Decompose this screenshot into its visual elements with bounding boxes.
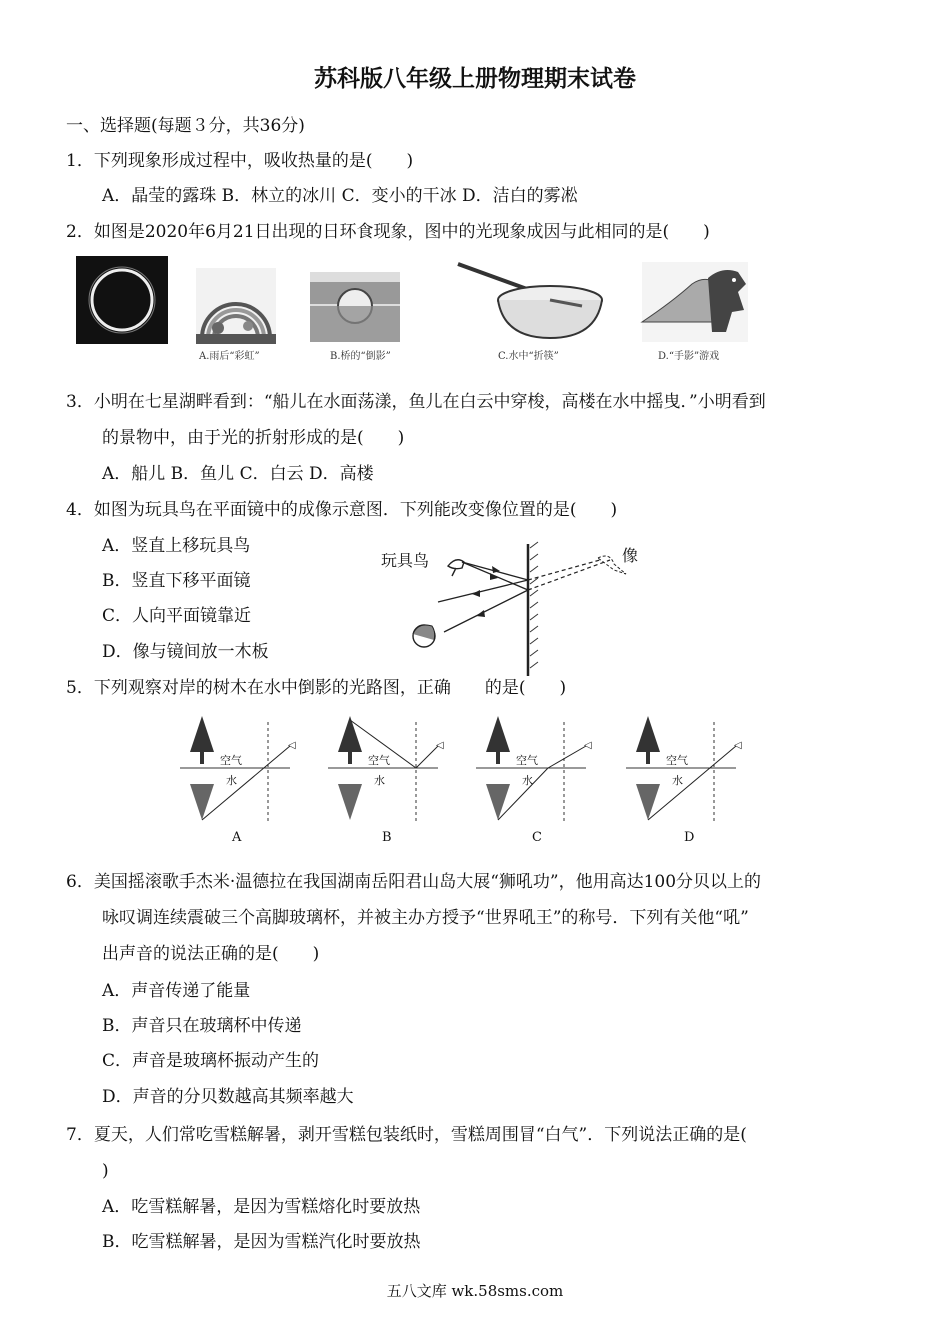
- svg-text:◁: ◁: [436, 740, 444, 751]
- option-letter-b: B: [382, 830, 392, 845]
- bowl-chopstick-picture: [454, 260, 604, 342]
- figure-label-image: 像: [622, 546, 639, 565]
- q7-stem-line2: ): [102, 1161, 109, 1181]
- q6-stem-line3: 出声音的说法正确的是( ): [102, 944, 320, 964]
- figure-label-bird: 玩具鸟: [381, 551, 430, 570]
- q4-stem: 4．如图为玩具鸟在平面镜中的成像示意图．下列能改变像位置的是( ): [66, 500, 618, 520]
- light-path-diagram-b: [328, 712, 468, 828]
- q4-option-c: C．人向平面镜靠近: [102, 606, 252, 626]
- footer-watermark: 五八文库 wk.58sms.com: [386, 1282, 564, 1300]
- mirror-diagram: [400, 540, 640, 680]
- water-label-a: 水: [226, 774, 237, 787]
- q6-option-a: A．声音传递了能量: [102, 981, 251, 1001]
- rainbow-picture: [196, 268, 276, 344]
- option-letter-d: D: [684, 830, 695, 845]
- eclipse-photo: [76, 256, 168, 344]
- q5-stem: 5．下列观察对岸的树木在水中倒影的光路图，正确 的是( ): [66, 678, 567, 698]
- eclipse-ring-icon: [76, 256, 168, 344]
- air-label-b: 空气: [368, 754, 390, 767]
- q7-option-a: A．吃雪糕解暑，是因为雪糕熔化时要放热: [102, 1197, 421, 1217]
- q1-stem: 1．下列现象形成过程中，吸收热量的是( ): [66, 151, 414, 171]
- q6-stem-line2: 咏叹调连续震破三个高脚玻璃杯，并被主办方授予“世界吼王”的称号．下列有关他“吼”: [102, 908, 749, 928]
- light-path-diagram-d: [626, 712, 766, 828]
- water-label-d: 水: [672, 774, 683, 787]
- caption-c: C.水中“折筷”: [498, 351, 559, 362]
- q2-stem: 2．如图是2020年6月21日出现的日环食现象，图中的光现象成因与此相同的是( ): [66, 222, 710, 242]
- hand-shadow-picture: [642, 262, 748, 342]
- option-letter-a: A: [232, 830, 242, 845]
- water-label-c: 水: [522, 774, 533, 787]
- caption-a: A.雨后“彩虹”: [199, 351, 260, 362]
- air-label-d: 空气: [666, 754, 688, 767]
- caption-b: B.桥的“倒影”: [330, 351, 391, 362]
- q6-option-d: D．声音的分贝数越高其频率越大: [102, 1087, 354, 1107]
- q6-option-c: C．声音是玻璃杯振动产生的: [102, 1051, 320, 1071]
- water-label-b: 水: [374, 774, 385, 787]
- q4-option-b: B．竖直下移平面镜: [102, 571, 251, 591]
- svg-text:◁: ◁: [288, 740, 296, 751]
- q1-options: A．晶莹的露珠 B．林立的冰川 C．变小的干冰 D．洁白的雾凇: [102, 186, 578, 206]
- caption-d: D.“手影”游戏: [658, 351, 720, 362]
- q4-option-a: A．竖直上移玩具鸟: [102, 536, 251, 556]
- q7-stem-line1: 7．夏天，人们常吃雪糕解暑，剥开雪糕包装纸时，雪糕周围冒“白气”．下列说法正确的是(: [66, 1125, 747, 1145]
- light-path-diagram-a: [180, 712, 320, 828]
- q6-stem-line1: 6．美国摇滚歌手杰米·温德拉在我国湖南岳阳君山岛大展“狮吼功”，他用高达100分贝以上的: [66, 872, 762, 892]
- q3-stem-line1: 3．小明在七星湖畔看到：“船儿在水面荡漾，鱼儿在白云中穿梭，高楼在水中摇曳．”小明看到: [66, 392, 766, 412]
- air-label-a: 空气: [220, 754, 242, 767]
- q7-option-b: B．吃雪糕解暑，是因为雪糕汽化时要放热: [102, 1232, 421, 1252]
- q6-option-b: B．声音只在玻璃杯中传递: [102, 1016, 302, 1036]
- q3-stem-line2: 的景物中，由于光的折射形成的是( ): [102, 428, 405, 448]
- light-path-diagram-c: [476, 712, 616, 828]
- page-title: 苏科版八年级上册物理期末试卷: [314, 66, 636, 92]
- svg-text:◁: ◁: [734, 740, 742, 751]
- q4-option-d: D．像与镜间放一木板: [102, 642, 269, 662]
- bridge-picture: [310, 272, 400, 342]
- option-letter-c: C: [532, 830, 542, 845]
- section-heading: 一、选择题(每题３分，共36分): [66, 116, 305, 136]
- air-label-c: 空气: [516, 754, 538, 767]
- q3-options: A．船儿 B．鱼儿 C．白云 D．高楼: [102, 464, 374, 484]
- svg-text:◁: ◁: [584, 740, 592, 751]
